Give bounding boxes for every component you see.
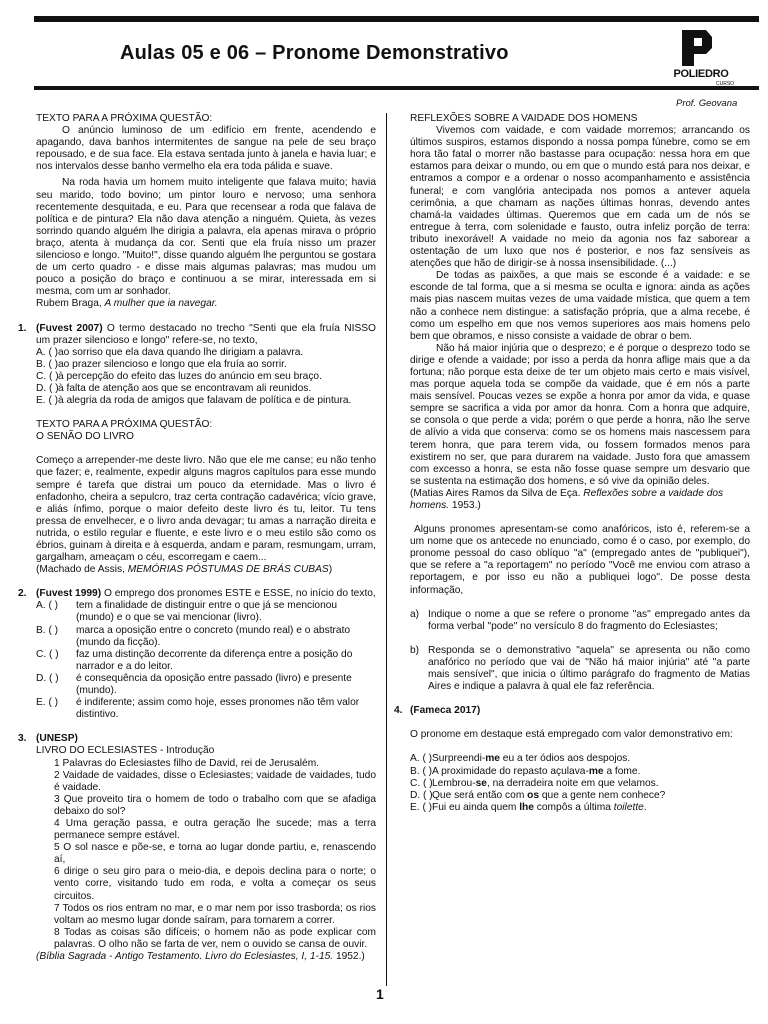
option-text: tem a finalidade de distinguir entre o que já se mencionou (mundo) e o que se vai mencionar (livro). bbox=[76, 600, 338, 624]
option-text: à alegria da roda de amigos que falavam de política e de pintura. bbox=[58, 395, 352, 407]
verse-text: dirige o seu giro para o meio-dia, e depois declina para o norte; o vento corre, visitando tudo em roda, e volta a começar os seus circuitos. bbox=[54, 866, 376, 902]
option-d[interactable] bbox=[36, 383, 376, 395]
verse-text: Uma geração passa, e outra geração lhe sucede; mas a terra permanece sempre estável. bbox=[54, 817, 376, 842]
option-text: Lembrou- bbox=[432, 777, 476, 789]
option-text: marca a oposição entre o concreto (mundo real) e o abstrato (mundo da ficção). bbox=[76, 624, 351, 648]
question-stem: O pronome em destaque está empregado com valor demonstrativo em: bbox=[410, 729, 733, 741]
text1-source-title: A mulher que ia navegar. bbox=[104, 298, 218, 310]
text1-paragraph-2: Na roda havia um homem muito inteligente que falava muito; havia seu marido, todo bovino; um pintor louro e nervoso; uma senhora recentemente desquitada, e eu. Para que recensear a roda que falava de política e de pintura? Ela não dava atenção a ninguém. Quieta, às vezes sorrindo quando alguém lhe dirigia a palavra, ela apenas mirava o próprio braço, atenta à mudança da cor. Senti que ela fruía nisso um prazer silencioso e longo. "Muito!", disse quando alguém lhe perguntou se gostara de um certo quadro - e disse mais algumas palavras; mas mudou um pouco a posição do braço e continuou a se mirar, interessada em si mesma, com um ar sonhador. bbox=[36, 177, 376, 298]
option-letter: C. ( ) bbox=[36, 648, 59, 660]
column-divider bbox=[386, 113, 387, 986]
option-text: . bbox=[643, 801, 647, 813]
item-b bbox=[410, 645, 750, 693]
question-3-source bbox=[36, 951, 376, 963]
option-d[interactable] bbox=[410, 790, 750, 802]
item-text: Responda se o demonstrativo "aquela" se apresenta ou não como anafórico no período que vai de "Não há maior injúria" até "a parte mais sensível", que inicia o último parágrafo do fragmento de Matias Aires e indique a palavra à qual ele faz referência. bbox=[428, 644, 750, 693]
option-e[interactable] bbox=[36, 395, 376, 407]
logo-text: POLIEDRO bbox=[673, 68, 729, 80]
text3-source-year: 1953.) bbox=[449, 500, 481, 511]
text1-source-author: Rubem Braga, bbox=[36, 298, 105, 310]
verse bbox=[36, 794, 376, 818]
option-text: a fome. bbox=[603, 765, 641, 777]
question-source: (Fuvest 2007) bbox=[36, 322, 103, 334]
option-text: A proximidade do repasto açulava- bbox=[432, 765, 589, 777]
right-column bbox=[394, 113, 750, 814]
verse bbox=[36, 903, 376, 927]
text3-title: REFLEXÕES SOBRE A VAIDADE DOS HOMENS bbox=[410, 113, 638, 124]
header-top-rule bbox=[34, 16, 759, 22]
poliedro-p-icon bbox=[678, 28, 714, 68]
text3-paragraph-1: Vivemos com vaidade, e com vaidade morremos; arrancando os últimos suspiros, estamos dispondo a nossa pompa fúnebre, como se em hora tão fatal o morrer não bastasse para ocupação: nessa hora em que estamos para deixar o mundo, ou em que o mundo está para nos deixar, e entramos a compor e a ordenar o nosso acompanhamento e assistência funeral; e com vanglória antecipada nos pomos a antever aquela cerimônia, a que chamam as nações últimas honras, devendo antes chamá-la vaidades últimas. Queremos que em cada um de nós se entregue à terra, com solenidade e fausto, outra infeliz porção de terra: tributo inexorável! A vaidade no meio da agonia nos faz saborear a ostentação de um luxo que nos é posterior, e nos faz sensíveis as atenções que hão de dirigir-se à nossa insensibilidade. (...) bbox=[410, 125, 750, 270]
option-letter: D. ( ) bbox=[36, 672, 59, 684]
option-letter: A. ( ) bbox=[410, 753, 433, 765]
text2-title: O SENÃO DO LIVRO bbox=[36, 431, 134, 443]
verse bbox=[36, 866, 376, 902]
option-letter: C. ( ) bbox=[410, 777, 433, 789]
text2-source bbox=[36, 564, 376, 576]
highlighted-pronoun: se bbox=[475, 777, 487, 789]
option-letter: B. ( ) bbox=[36, 624, 59, 636]
text1-paragraph-1: O anúncio luminoso de um edifício em frente, acendendo e apagando, dava banhos intermitentes de sangue na pele de seu braço repousado, e de sua face. Ela estava sentada junto à janela e havia luar; e nos intervalos desse banho vermelho ela era toda pálida e suave. bbox=[36, 125, 376, 173]
option-a[interactable] bbox=[36, 347, 376, 359]
poliedro-logo bbox=[668, 28, 734, 90]
option-c[interactable] bbox=[36, 371, 376, 383]
question-2 bbox=[18, 588, 376, 721]
option-letter: A. ( ) bbox=[36, 600, 59, 612]
option-e[interactable] bbox=[410, 802, 750, 814]
logo-subtext: CURSO bbox=[716, 81, 735, 87]
option-text: Que será então com bbox=[432, 789, 528, 801]
text2-source-author: (Machado de Assis, bbox=[36, 564, 128, 576]
option-letter: E. ( ) bbox=[36, 395, 59, 407]
question-3 bbox=[18, 733, 376, 963]
option-letter: E. ( ) bbox=[410, 801, 433, 813]
question-source: (UNESP) bbox=[36, 733, 78, 745]
option-text: Surpreendi- bbox=[432, 753, 486, 765]
source-year: 1952.) bbox=[333, 951, 365, 962]
text3-source bbox=[410, 488, 750, 512]
highlighted-pronoun: os bbox=[527, 789, 540, 801]
question-1 bbox=[18, 322, 376, 408]
option-text: ao sorriso que ela dava quando lhe dirigiam a palavra. bbox=[58, 346, 304, 358]
verse-number: 2 bbox=[54, 769, 60, 781]
text1-heading: TEXTO PARA A PRÓXIMA QUESTÃO: bbox=[36, 113, 213, 124]
verse-number: 7 bbox=[54, 902, 60, 914]
verse-number: 3 bbox=[54, 793, 60, 805]
option-text: que a gente nem conhece? bbox=[539, 789, 666, 801]
highlighted-pronoun: lhe bbox=[519, 801, 534, 813]
verse-text: Palavras do Eclesiastes filho de David, rei de Jerusalém. bbox=[59, 757, 320, 769]
option-letter: A. ( ) bbox=[36, 346, 59, 358]
option-text: é consequência da oposição entre passado (livro) e presente (mundo). bbox=[76, 672, 352, 697]
question-source: (Fameca 2017) bbox=[410, 705, 481, 717]
page-number: 1 bbox=[376, 986, 384, 1002]
verse-number: 1 bbox=[54, 757, 60, 769]
option-text: , na derradeira noite em que velamos. bbox=[486, 777, 659, 789]
question-4 bbox=[394, 705, 750, 814]
verse-text: Todas as coisas são difíceis; o homem não as pode explicar com palavras. O olho não se farta de ver, nem o ouvido se cansa de ouvir. bbox=[54, 926, 376, 950]
text3-paragraph-2: De todas as paixões, a que mais se esconde é a vaidade: e se esconde de tal forma, que a si mesma se oculta e ignora: ainda as ações mais pias nascem muitas vezes de uma vaidade mística, que quem a tem não a conhece nem distingue: a satisfação própria, que a alma recebe, é como um espelho em que nos vemos superiores aos mais homens pelo bem que obramos, e nisso consiste a vaidade de obrar o bem. bbox=[410, 270, 750, 342]
option-d[interactable] bbox=[36, 673, 376, 697]
option-text: compôs a última bbox=[533, 801, 614, 813]
option-text: é indiferente; assim como hoje, esses pronomes não têm valor distintivo. bbox=[76, 697, 360, 721]
question-number: 3. bbox=[18, 733, 27, 745]
question-source: (Fuvest 1999) bbox=[36, 588, 102, 600]
option-text: ao prazer silencioso e longo que ela fruía ao sorrir. bbox=[58, 358, 287, 370]
text2-heading: TEXTO PARA A PRÓXIMA QUESTÃO: bbox=[36, 419, 213, 431]
option-b[interactable] bbox=[410, 766, 750, 778]
question-3-title: LIVRO DO ECLESIASTES - Introdução bbox=[36, 745, 215, 757]
option-text: eu a ter ódios aos despojos. bbox=[499, 753, 631, 765]
option-a[interactable] bbox=[36, 600, 376, 624]
verse-number: 8 bbox=[54, 926, 60, 938]
verse-text: Todos os rios entram no mar, e o mar nem por isso trasborda; os rios voltam ao mesmo lugar donde saíram, para tornarem a correr. bbox=[54, 902, 376, 926]
option-c[interactable] bbox=[36, 649, 376, 673]
item-a bbox=[410, 609, 750, 633]
question-stem: O termo destacado no trecho "Senti que ela fruía NISSO um prazer silencioso e longo" refere-se, no texto, bbox=[36, 322, 376, 346]
text3-paragraph-3: Não há maior injúria que o desprezo; e é porque o desprezo todo se dirige e ofende a vaidade; por isso a perda da honra aflige mais que a da fortuna; não porque esta deixe de ter um objeto mais certo e mais visível, mas porque aquela toda se compõe da vaidade, que é em nós a parte mais sensível. Poucas vezes se expõe a honra por amor da vida, e quase sempre se sacrifica a vida por amor da honra. Com a honra que adquire, se consola o que perde a vida; porém o que perde a honra, não lhe serve de alívio a vida que conserva: como se os homens mais nascessem para terem honra, que para terem vida, ou fossem formados menos para existirem no ser, que para durarem na vaidade. Justo fora que amassem com excesso a honra, se esta não fosse quase sempre um desvario que se sustenta na estimação dos homens, e só vive da opinião deles. bbox=[410, 342, 750, 487]
item-text: Indique o nome a que se refere o pronome "as" empregado antes da forma verbal "pode" no versículo 8 do fragmento do Eclesiastes; bbox=[428, 608, 750, 632]
text2-source-title: MEMÓRIAS PÓSTUMAS DE BRÁS CUBAS bbox=[127, 564, 329, 576]
option-letter: B. ( ) bbox=[36, 358, 59, 370]
verse-number: 5 bbox=[54, 842, 60, 854]
highlighted-pronoun: me bbox=[588, 765, 604, 777]
option-text: à percepção do efeito das luzes do anúncio em seu braço. bbox=[58, 370, 322, 382]
item-letter: a) bbox=[410, 608, 420, 620]
option-text: Fui eu ainda quem bbox=[432, 801, 520, 813]
question-3-intro: Alguns pronomes apresentam-se como anafóricos, isto é, referem-se a um nome que os antecede no enunciado, como é o caso, por exemplo, do pronome pessoal do caso oblíquo "a" (empregado antes de "publiquei"), que se refere a "a reportagem" no período "Você me enviou com atraso a reportagem, e por isso eu não a publiquei logo". De posse desta informação, bbox=[410, 524, 750, 596]
option-italic-word: toilette bbox=[613, 801, 644, 813]
verse-number: 6 bbox=[54, 866, 60, 878]
page-title: Aulas 05 e 06 – Pronome Demonstrativo bbox=[120, 42, 509, 64]
option-letter: C. ( ) bbox=[36, 370, 59, 382]
header-bottom-rule bbox=[34, 86, 759, 90]
professor-name: Prof. Geovana bbox=[676, 98, 738, 109]
option-b[interactable] bbox=[36, 625, 376, 649]
text3-source-title: Reflexões sobre a vaidade dos homens. bbox=[410, 487, 724, 511]
text2-source-end: ) bbox=[328, 564, 333, 576]
option-letter: D. ( ) bbox=[410, 789, 433, 801]
option-text: faz uma distinção decorrente da diferença entre a posição do narrador e a do leitor. bbox=[76, 648, 353, 672]
option-letter: E. ( ) bbox=[36, 697, 59, 709]
source-italic: (Bíblia Sagrada - Antigo Testamento. Livro do Eclesiastes, I, 1-15. bbox=[36, 951, 334, 962]
text1-source bbox=[36, 298, 376, 310]
verse-text: Que proveito tira o homem de todo o trabalho com que se afadiga debaixo do sol? bbox=[54, 793, 376, 817]
option-letter: D. ( ) bbox=[36, 382, 59, 394]
question-number: 4. bbox=[394, 705, 403, 717]
option-b[interactable] bbox=[36, 359, 376, 371]
item-letter: b) bbox=[410, 644, 420, 656]
question-number: 1. bbox=[18, 322, 27, 334]
question-stem: O emprego dos pronomes ESTE e ESSE, no início do texto, bbox=[101, 588, 376, 600]
option-c[interactable] bbox=[410, 778, 750, 790]
verse bbox=[36, 770, 376, 794]
option-a[interactable] bbox=[410, 753, 750, 765]
text2-body: Começo a arrepender-me deste livro. Não que ele me canse; eu não tenho que fazer; e, realmente, expedir alguns magros capítulos para esse mundo sempre é tarefa que distrai um pouco da eternidade. Mas o livro é enfadonho, cheira a sepulcro, traz certa contração cadavérica; vício grave, e aliás ínfimo, porque o maior defeito deste livro és tu, leitor. Tu tens pressa de envelhecer, e o livro anda devagar; tu amas a narração direita e nutrida, o estilo regular e fluente, e este livro e o meu estilo são como os ébrios, guinam à direita e à esquerda, andam e param, resmungam, urram, gargalham, ameaçam o céu, escorregam e caem... bbox=[36, 455, 376, 564]
verse bbox=[36, 758, 376, 770]
verse bbox=[36, 927, 376, 951]
option-text: à falta de atenção aos que se encontravam ali reunidos. bbox=[58, 382, 312, 394]
verse bbox=[36, 842, 376, 866]
verse bbox=[36, 818, 376, 842]
question-number: 2. bbox=[18, 588, 27, 600]
highlighted-pronoun: me bbox=[485, 753, 500, 765]
option-e[interactable] bbox=[36, 697, 376, 721]
option-letter: B. ( ) bbox=[410, 765, 433, 777]
text3-source-author: (Matias Aires Ramos da Silva de Eça. bbox=[410, 487, 584, 499]
verse-number: 4 bbox=[54, 817, 60, 829]
left-column bbox=[18, 113, 376, 963]
verse-text: Vaidade de vaidades, disse o Eclesiastes; vaidade de vaidades, tudo é vaidade. bbox=[54, 769, 376, 793]
verse-text: O sol nasce e põe-se, e torna ao lugar donde partiu, e, renascendo aí, bbox=[54, 842, 376, 866]
